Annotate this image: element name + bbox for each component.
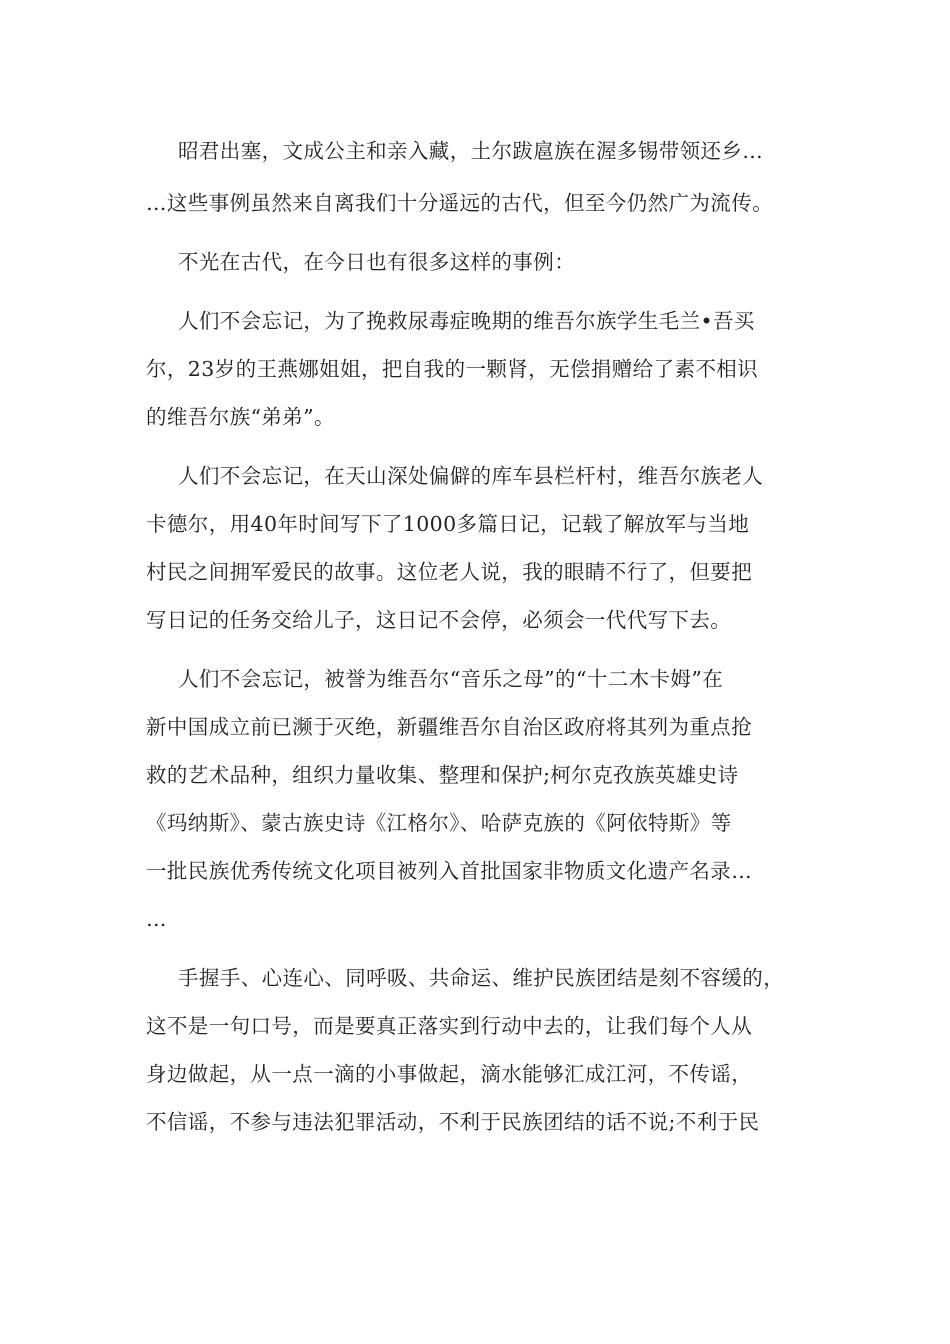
text-line: 人们不会忘记，为了挽救尿毒症晚期的维吾尔族学生毛兰•吾买 bbox=[178, 309, 755, 333]
text-line: 尔，23岁的王燕娜姐姐，把自我的一颗肾，无偿捐赠给了素不相识 bbox=[146, 357, 759, 381]
text-line: … bbox=[146, 907, 167, 931]
text-line: 手握手、心连心、同呼吸、共命运、维护民族团结是刻不容缓的， bbox=[178, 966, 785, 990]
text-line: 《玛纳斯》、蒙古族史诗《江格尔》、哈萨克族的《阿依特斯》等 bbox=[146, 811, 732, 835]
text-line: 村民之间拥军爱民的故事。这位老人说，我的眼睛不行了，但要把 bbox=[146, 560, 753, 584]
text-line: 卡德尔，用40年时间写下了1000多篇日记，记载了解放军与当地 bbox=[146, 512, 750, 536]
text-line: 救的艺术品种，组织力量收集、整理和保护;柯尔克孜族英雄史诗 bbox=[146, 763, 739, 787]
text-line: 不光在古代，在今日也有很多这样的事例： bbox=[178, 250, 576, 274]
text-line: 这不是一句口号，而是要真正落实到行动中去的，让我们每个人从 bbox=[146, 1014, 753, 1038]
text-line: 新中国成立前已濒于灭绝，新疆维吾尔自治区政府将其列为重点抢 bbox=[146, 715, 753, 739]
text-line: 的维吾尔族“弟弟”。 bbox=[146, 405, 335, 429]
text-line: 不信谣，不参与违法犯罪活动，不利于民族团结的话不说;不利于民 bbox=[146, 1110, 760, 1134]
text-line: 昭君出塞，文成公主和亲入藏，土尔跋扈族在渥多锡带领还乡… bbox=[178, 139, 764, 163]
text-line: 身边做起，从一点一滴的小事做起，滴水能够汇成江河，不传谣， bbox=[146, 1062, 753, 1086]
text-line: 一批民族优秀传统文化项目被列入首批国家非物质文化遗产名录… bbox=[146, 859, 753, 883]
text-line: 人们不会忘记，在天山深处偏僻的库车县栏杆村，维吾尔族老人 bbox=[178, 464, 764, 488]
text-line: …这些事例虽然来自离我们十分遥远的古代，但至今仍然广为流传。 bbox=[146, 191, 773, 215]
text-line: 写日记的任务交给儿子，这日记不会停，必须会一代代写下去。 bbox=[146, 608, 732, 632]
text-line: 人们不会忘记，被誉为维吾尔“音乐之母”的“十二木卡姆”在 bbox=[178, 667, 724, 691]
